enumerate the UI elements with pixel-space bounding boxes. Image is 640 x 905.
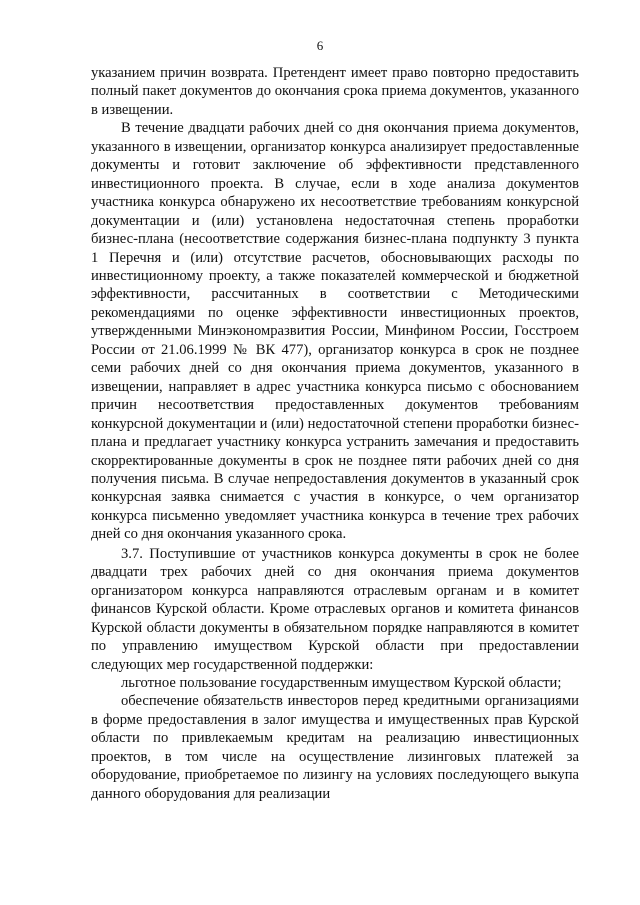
paragraph-section-3-7: 3.7. Поступившие от участников конкурса документы в срок не более двадцати трех рабочих дней со дня окончания приема документов организатором конкурса направляются отраслевым органам и в комитет финансов Курской области. Кроме отраслевых органов и комитета финансов Курской области документы в обязательном порядке направляются в комитет по управлению имуществом Курской области при предоставлении следующих мер государственной поддержки:: [91, 545, 579, 673]
page-number: 6: [316, 38, 324, 53]
paragraph-return-reasons: указанием причин возврата. Претендент имеет право повторно предоставить полный пакет документов до окончания срока приема документов, указанного в извещении.: [91, 65, 579, 118]
paragraph-property-use: льготное пользование государственным имуществом Курской области;: [121, 674, 562, 691]
paragraph-document-analysis: В течение двадцати рабочих дней со дня окончания приема документов, указанного в извещении, организатор конкурса анализирует предоставленные документы и готовит заключение об эффективности представленного инвестиционного проекта. В случае, если в ходе анализа документов участника конкурса обнаружено их несоответствие требованиям конкурсной документации и (или) установлена недостаточная степень проработки бизнес-плана (несоответствие содержания бизнес-плана подпункту 3 пункта 1 Перечня и (или) отсутствие расчетов, обосновывающих расходы по инвестиционному проекту, а также показателей коммерческой и бюджетной эффективности, рассчитанных в соответствии с Методическими рекомендациями по оценке эффективности инвестиционных проектов, утвержденными Минэкономразвития России, Минфином России, Госстроем России от 21.06.1999 № ВК 477), организатор конкурса в срок не позднее семи рабочих дней со дня окончания приема документов, указанного в извещении, направляет в адрес участника конкурса письмо с обоснованием причин несоответствия предоставленных документов требованиям конкурсной документации и (или) недостаточной степени проработки бизнес-плана и предлагает участнику конкурса устранить замечания и предоставить скорректированные документы в срок не позднее пяти рабочих дней со дня получения письма. В случае непредоставления документов в указанный срок конкурсная заявка снимается с участия в конкурсе, о чем организатор конкурса письменно уведомляет участника конкурса в течение трех рабочих дней со дня окончания указанного срока.: [91, 120, 579, 543]
paragraph-obligations-security: обеспечение обязательств инвесторов перед кредитными организациями в форме предоставления в залог имущества и имущественных прав Курской области по привлекаемым кредитам на реализацию инвестиционных проектов, в том числе на осуществление лизинговых платежей за оборудование, приобретаемое по лизингу на условиях последующего выкупа данного оборудования для реализации: [91, 693, 579, 802]
document-body: [91, 64, 579, 803]
